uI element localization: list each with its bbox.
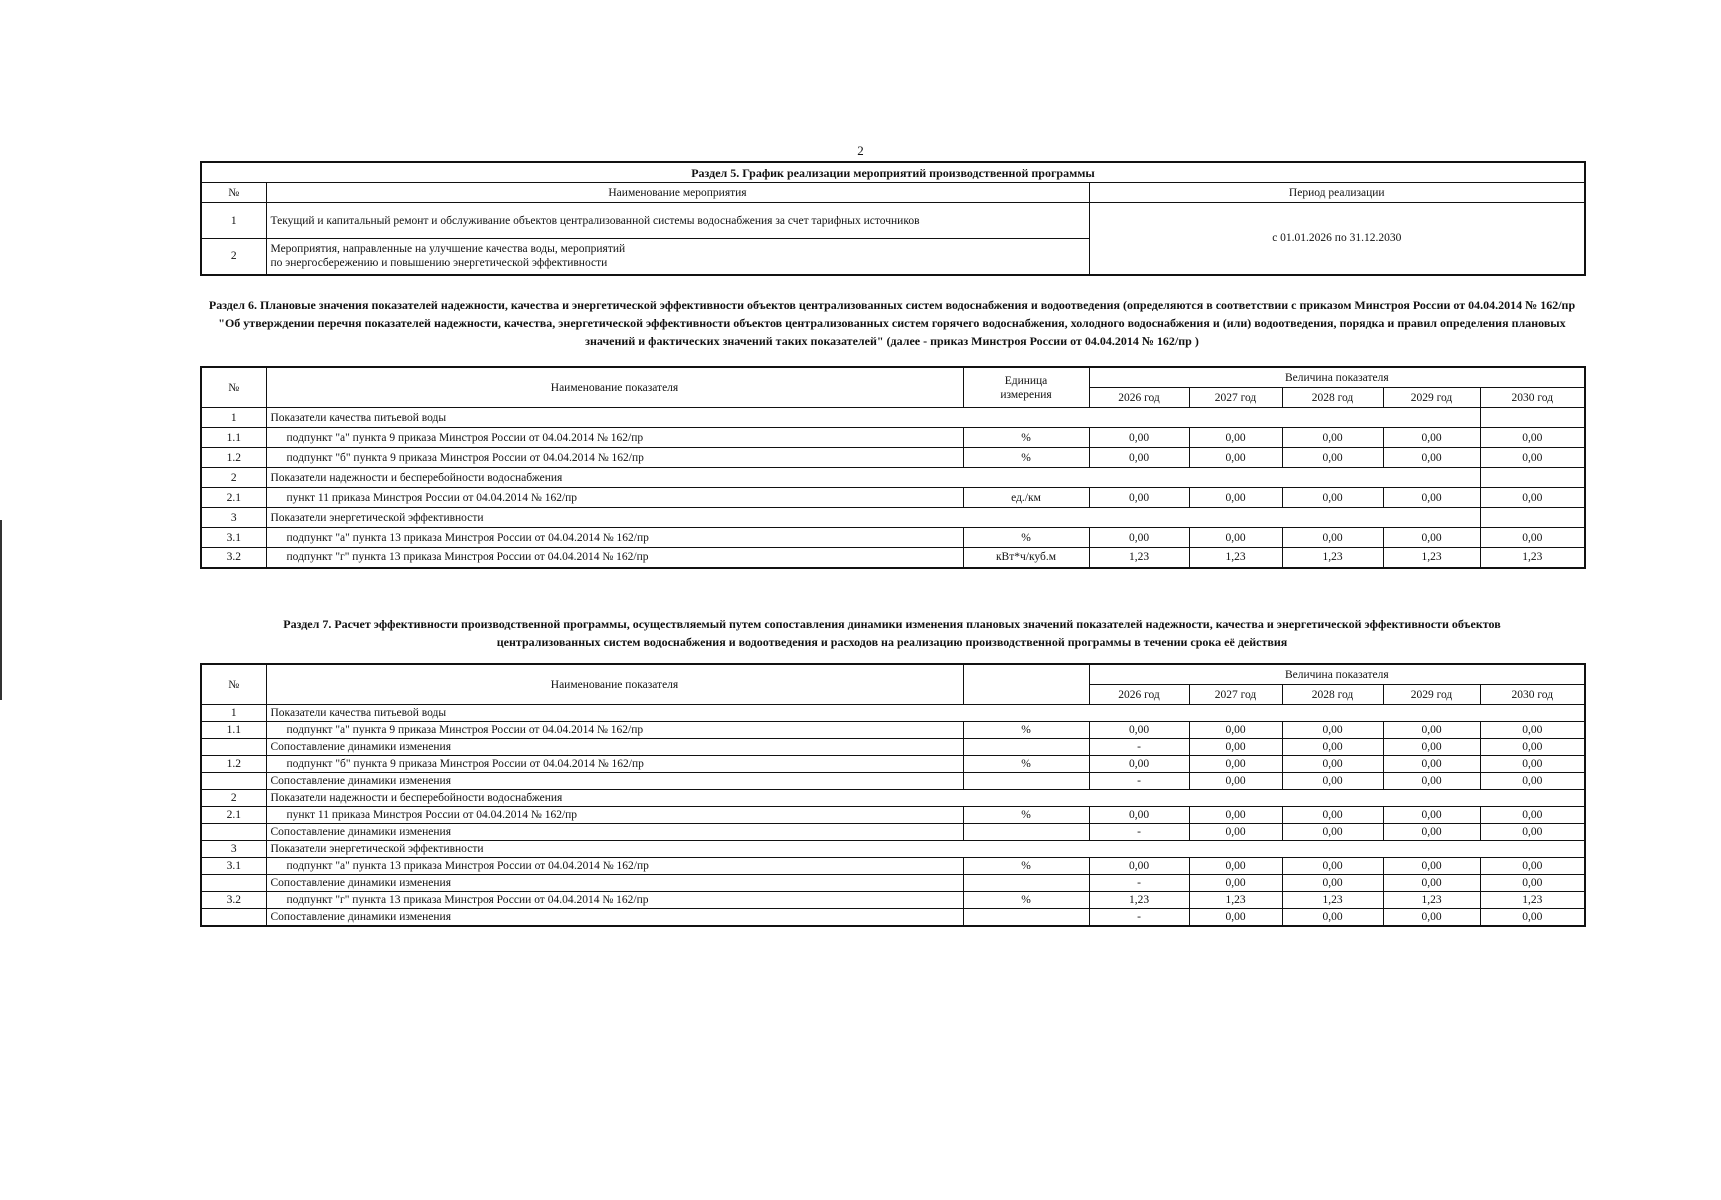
section6-header-unit <box>963 367 1089 408</box>
value-cell: 0,00 <box>1189 428 1282 448</box>
row-num: 3.1 <box>201 858 266 875</box>
comparison-row <box>201 824 1585 841</box>
value-cell: 0,00 <box>1089 488 1189 508</box>
value-cell: 0,00 <box>1480 739 1585 756</box>
value-cell: 0,00 <box>1089 858 1189 875</box>
section6-header-value: Величина показателя <box>1089 367 1585 388</box>
indicator-name: подпункт "б" пункта 9 приказа Минстроя России от 04.04.2014 № 162/пр <box>266 448 963 468</box>
value-cell: 0,00 <box>1189 739 1282 756</box>
value-cell: 0,00 <box>1282 875 1383 892</box>
value-cell: 0,00 <box>1383 448 1480 468</box>
value-cell: 0,00 <box>1089 807 1189 824</box>
section5-row2-name-line1: Мероприятия, направленные на улучшение качества воды, мероприятий <box>270 243 626 256</box>
section6-header-num: № <box>201 367 266 408</box>
row-num: 3.2 <box>201 548 266 568</box>
unit-cell: % <box>963 807 1089 824</box>
row-num: 1.1 <box>201 722 266 739</box>
group-name: Показатели надежности и бесперебойности водоснабжения <box>266 468 1480 488</box>
value-cell: 0,00 <box>1189 488 1282 508</box>
page-number: 2 <box>857 143 864 158</box>
value-cell: 0,00 <box>1480 488 1585 508</box>
section7-title: Раздел 7. Расчет эффективности производственной программы, осуществляемый путем сопоставления динамики изменения плановых значений показателей надежности, качества и энергетической эффективности объектов централизованных систем водоснабжения и водоотведения и расходов на реализацию производственной программы в течении срока её действия <box>283 617 1501 649</box>
group-name: Показатели энергетической эффективности <box>266 508 1480 528</box>
value-cell: 0,00 <box>1480 909 1585 927</box>
section6-year: 2029 год <box>1383 388 1480 408</box>
value-cell: 0,00 <box>1480 528 1585 548</box>
group-name: Показатели качества питьевой воды <box>266 705 1585 722</box>
section6-year: 2027 год <box>1189 388 1282 408</box>
unit-cell: ед./км <box>963 488 1089 508</box>
empty-cell <box>1480 508 1585 528</box>
value-cell: 0,00 <box>1189 722 1282 739</box>
value-cell: 0,00 <box>1480 875 1585 892</box>
value-cell: 0,00 <box>1383 875 1480 892</box>
indicator-name: подпункт "а" пункта 9 приказа Минстроя России от 04.04.2014 № 162/пр <box>266 722 963 739</box>
section7-header-name: Наименование показателя <box>266 664 963 705</box>
section6-year: 2028 год <box>1282 388 1383 408</box>
value-cell: 1,23 <box>1383 892 1480 909</box>
indicator-row <box>201 528 1585 548</box>
value-cell: 0,00 <box>1383 756 1480 773</box>
comparison-label: Сопоставление динамики изменения <box>266 773 963 790</box>
empty-cell <box>1480 408 1585 428</box>
section6-block <box>200 366 1584 569</box>
unit-cell: % <box>963 892 1089 909</box>
indicator-row <box>201 428 1585 448</box>
section6-header-unit-line1: Единица <box>1004 374 1048 387</box>
group-row <box>201 408 1585 428</box>
value-cell: - <box>1089 909 1189 927</box>
unit-cell: % <box>963 756 1089 773</box>
row-num <box>201 824 266 841</box>
comparison-row <box>201 773 1585 790</box>
row-num <box>201 773 266 790</box>
value-cell: 0,00 <box>1189 528 1282 548</box>
row-num <box>201 875 266 892</box>
value-cell: 0,00 <box>1282 824 1383 841</box>
row-num: 3.1 <box>201 528 266 548</box>
value-cell: 0,00 <box>1282 858 1383 875</box>
comparison-row <box>201 909 1585 927</box>
value-cell: 0,00 <box>1480 756 1585 773</box>
section7-year: 2027 год <box>1189 685 1282 705</box>
section6-table <box>200 366 1586 569</box>
comparison-row <box>201 875 1585 892</box>
row-num: 2 <box>201 468 266 488</box>
value-cell: 0,00 <box>1480 858 1585 875</box>
unit-cell <box>963 739 1089 756</box>
indicator-name: пункт 11 приказа Минстроя России от 04.04.2014 № 162/пр <box>266 807 963 824</box>
value-cell: - <box>1089 739 1189 756</box>
value-cell: 1,23 <box>1089 548 1189 568</box>
value-cell: 0,00 <box>1089 756 1189 773</box>
value-cell: 0,00 <box>1282 488 1383 508</box>
section6-title: Раздел 6. Плановые значения показателей надежности, качества и энергетической эффективности объектов централизованных систем водоснабжения и водоотведения (определяются в соответствии с приказом Минстроя России от 04.04.2014 № 162/пр "Об утверждении перечня показателей надежности, качества, энергетической эффективности объектов централизованных систем горячего водоснабжения, холодного водоснабжения и (или) водоотведения, порядка и правил определения плановых значений и фактических значений таких показателей" (далее - приказ Минстроя России от 04.04.2014 № 162/пр ) <box>208 298 1576 348</box>
unit-cell: % <box>963 528 1089 548</box>
value-cell: 0,00 <box>1282 909 1383 927</box>
value-cell: 0,00 <box>1282 739 1383 756</box>
value-cell: 0,00 <box>1282 807 1383 824</box>
row-num: 1.1 <box>201 428 266 448</box>
comparison-label: Сопоставление динамики изменения <box>266 824 963 841</box>
value-cell: 0,00 <box>1480 448 1585 468</box>
unit-cell <box>963 824 1089 841</box>
section7-block <box>200 663 1584 927</box>
value-cell: 0,00 <box>1383 807 1480 824</box>
value-cell: 0,00 <box>1282 448 1383 468</box>
value-cell: 0,00 <box>1282 428 1383 448</box>
value-cell: 0,00 <box>1480 773 1585 790</box>
value-cell: 1,23 <box>1189 548 1282 568</box>
section6-year: 2030 год <box>1480 388 1585 408</box>
indicator-row <box>201 858 1585 875</box>
row-num: 1.2 <box>201 448 266 468</box>
group-name: Показатели энергетической эффективности <box>266 841 1585 858</box>
indicator-name: подпункт "а" пункта 13 приказа Минстроя России от 04.04.2014 № 162/пр <box>266 858 963 875</box>
unit-cell: % <box>963 722 1089 739</box>
value-cell: 1,23 <box>1383 548 1480 568</box>
value-cell: 1,23 <box>1189 892 1282 909</box>
value-cell: 0,00 <box>1383 909 1480 927</box>
section5-block <box>200 161 1584 276</box>
section7-year: 2028 год <box>1282 685 1383 705</box>
value-cell: 0,00 <box>1480 428 1585 448</box>
value-cell: 0,00 <box>1383 773 1480 790</box>
indicator-name: подпункт "а" пункта 13 приказа Минстроя России от 04.04.2014 № 162/пр <box>266 528 963 548</box>
value-cell: 0,00 <box>1282 722 1383 739</box>
indicator-row <box>201 488 1585 508</box>
section6-year: 2026 год <box>1089 388 1189 408</box>
section5-row1-name: Текущий и капитальный ремонт и обслуживание объектов централизованной системы водоснабжения за счет тарифных источников <box>266 203 1089 239</box>
value-cell: 0,00 <box>1189 875 1282 892</box>
section5-period-value: с 01.01.2026 по 31.12.2030 <box>1089 203 1585 275</box>
section5-table <box>200 161 1586 276</box>
value-cell: 0,00 <box>1383 428 1480 448</box>
value-cell: 0,00 <box>1480 824 1585 841</box>
section7-year: 2029 год <box>1383 685 1480 705</box>
group-name: Показатели надежности и бесперебойности водоснабжения <box>266 790 1585 807</box>
row-num: 1 <box>201 705 266 722</box>
indicator-row <box>201 892 1585 909</box>
group-row <box>201 468 1585 488</box>
value-cell: 0,00 <box>1480 807 1585 824</box>
unit-cell: % <box>963 448 1089 468</box>
value-cell: 0,00 <box>1383 739 1480 756</box>
indicator-row <box>201 756 1585 773</box>
value-cell: 0,00 <box>1189 807 1282 824</box>
section7-header-num: № <box>201 664 266 705</box>
indicator-name: подпункт "г" пункта 13 приказа Минстроя России от 04.04.2014 № 162/пр <box>266 892 963 909</box>
value-cell: 0,00 <box>1282 756 1383 773</box>
value-cell: 1,23 <box>1282 548 1383 568</box>
group-row <box>201 508 1585 528</box>
value-cell: 1,23 <box>1480 892 1585 909</box>
value-cell: 0,00 <box>1189 448 1282 468</box>
comparison-label: Сопоставление динамики изменения <box>266 875 963 892</box>
row-num: 3 <box>201 508 266 528</box>
value-cell: 0,00 <box>1383 824 1480 841</box>
value-cell: 0,00 <box>1189 909 1282 927</box>
section7-year: 2030 год <box>1480 685 1585 705</box>
section7-year: 2026 год <box>1089 685 1189 705</box>
group-row <box>201 705 1585 722</box>
indicator-row <box>201 548 1585 568</box>
value-cell: 0,00 <box>1189 773 1282 790</box>
value-cell: 0,00 <box>1089 448 1189 468</box>
value-cell: 1,23 <box>1282 892 1383 909</box>
value-cell: 0,00 <box>1480 722 1585 739</box>
section7-header-value: Величина показателя <box>1089 664 1585 685</box>
value-cell: - <box>1089 824 1189 841</box>
indicator-name: подпункт "б" пункта 9 приказа Минстроя России от 04.04.2014 № 162/пр <box>266 756 963 773</box>
value-cell: 0,00 <box>1383 722 1480 739</box>
value-cell: 0,00 <box>1383 488 1480 508</box>
value-cell: 0,00 <box>1383 528 1480 548</box>
section7-table <box>200 663 1586 927</box>
value-cell: 0,00 <box>1383 858 1480 875</box>
row-num: 3 <box>201 841 266 858</box>
indicator-name: пункт 11 приказа Минстроя России от 04.04.2014 № 162/пр <box>266 488 963 508</box>
value-cell: - <box>1089 773 1189 790</box>
indicator-row <box>201 448 1585 468</box>
section6-header-name: Наименование показателя <box>266 367 963 408</box>
section5-title: Раздел 5. График реализации мероприятий производственной программы <box>201 162 1585 183</box>
empty-cell <box>1480 468 1585 488</box>
group-row <box>201 790 1585 807</box>
section5-row2-num: 2 <box>201 239 266 275</box>
value-cell: - <box>1089 875 1189 892</box>
section5-header-period: Период реализации <box>1089 183 1585 203</box>
value-cell: 0,00 <box>1089 528 1189 548</box>
comparison-label: Сопоставление динамики изменения <box>266 739 963 756</box>
value-cell: 0,00 <box>1282 773 1383 790</box>
group-row <box>201 841 1585 858</box>
section6-header-unit-line2: измерения <box>1000 388 1052 401</box>
unit-cell: кВт*ч/куб.м <box>963 548 1089 568</box>
section5-header-num: № <box>201 183 266 203</box>
row-num <box>201 739 266 756</box>
unit-cell <box>963 875 1089 892</box>
section5-row2-name-line2: по энергосбережению и повышению энергетической эффективности <box>270 257 608 270</box>
section5-row1-num: 1 <box>201 203 266 239</box>
row-num: 3.2 <box>201 892 266 909</box>
unit-cell <box>963 909 1089 927</box>
value-cell: 0,00 <box>1282 528 1383 548</box>
row-num: 2.1 <box>201 807 266 824</box>
section5-row2-name <box>266 239 1089 275</box>
row-num: 1 <box>201 408 266 428</box>
value-cell: 0,00 <box>1089 428 1189 448</box>
indicator-row <box>201 807 1585 824</box>
scan-edge-mark <box>0 520 2 700</box>
value-cell: 0,00 <box>1089 722 1189 739</box>
indicator-row <box>201 722 1585 739</box>
indicator-name: подпункт "а" пункта 9 приказа Минстроя России от 04.04.2014 № 162/пр <box>266 428 963 448</box>
unit-cell: % <box>963 858 1089 875</box>
value-cell: 0,00 <box>1189 756 1282 773</box>
row-num: 1.2 <box>201 756 266 773</box>
comparison-label: Сопоставление динамики изменения <box>266 909 963 927</box>
value-cell: 0,00 <box>1189 824 1282 841</box>
row-num <box>201 909 266 927</box>
comparison-row <box>201 739 1585 756</box>
group-name: Показатели качества питьевой воды <box>266 408 1480 428</box>
value-cell: 1,23 <box>1089 892 1189 909</box>
row-num: 2.1 <box>201 488 266 508</box>
value-cell: 0,00 <box>1189 858 1282 875</box>
indicator-name: подпункт "г" пункта 13 приказа Минстроя России от 04.04.2014 № 162/пр <box>266 548 963 568</box>
section5-header-name: Наименование мероприятия <box>266 183 1089 203</box>
section7-header-unit-empty <box>963 664 1089 705</box>
row-num: 2 <box>201 790 266 807</box>
unit-cell: % <box>963 428 1089 448</box>
unit-cell <box>963 773 1089 790</box>
value-cell: 1,23 <box>1480 548 1585 568</box>
